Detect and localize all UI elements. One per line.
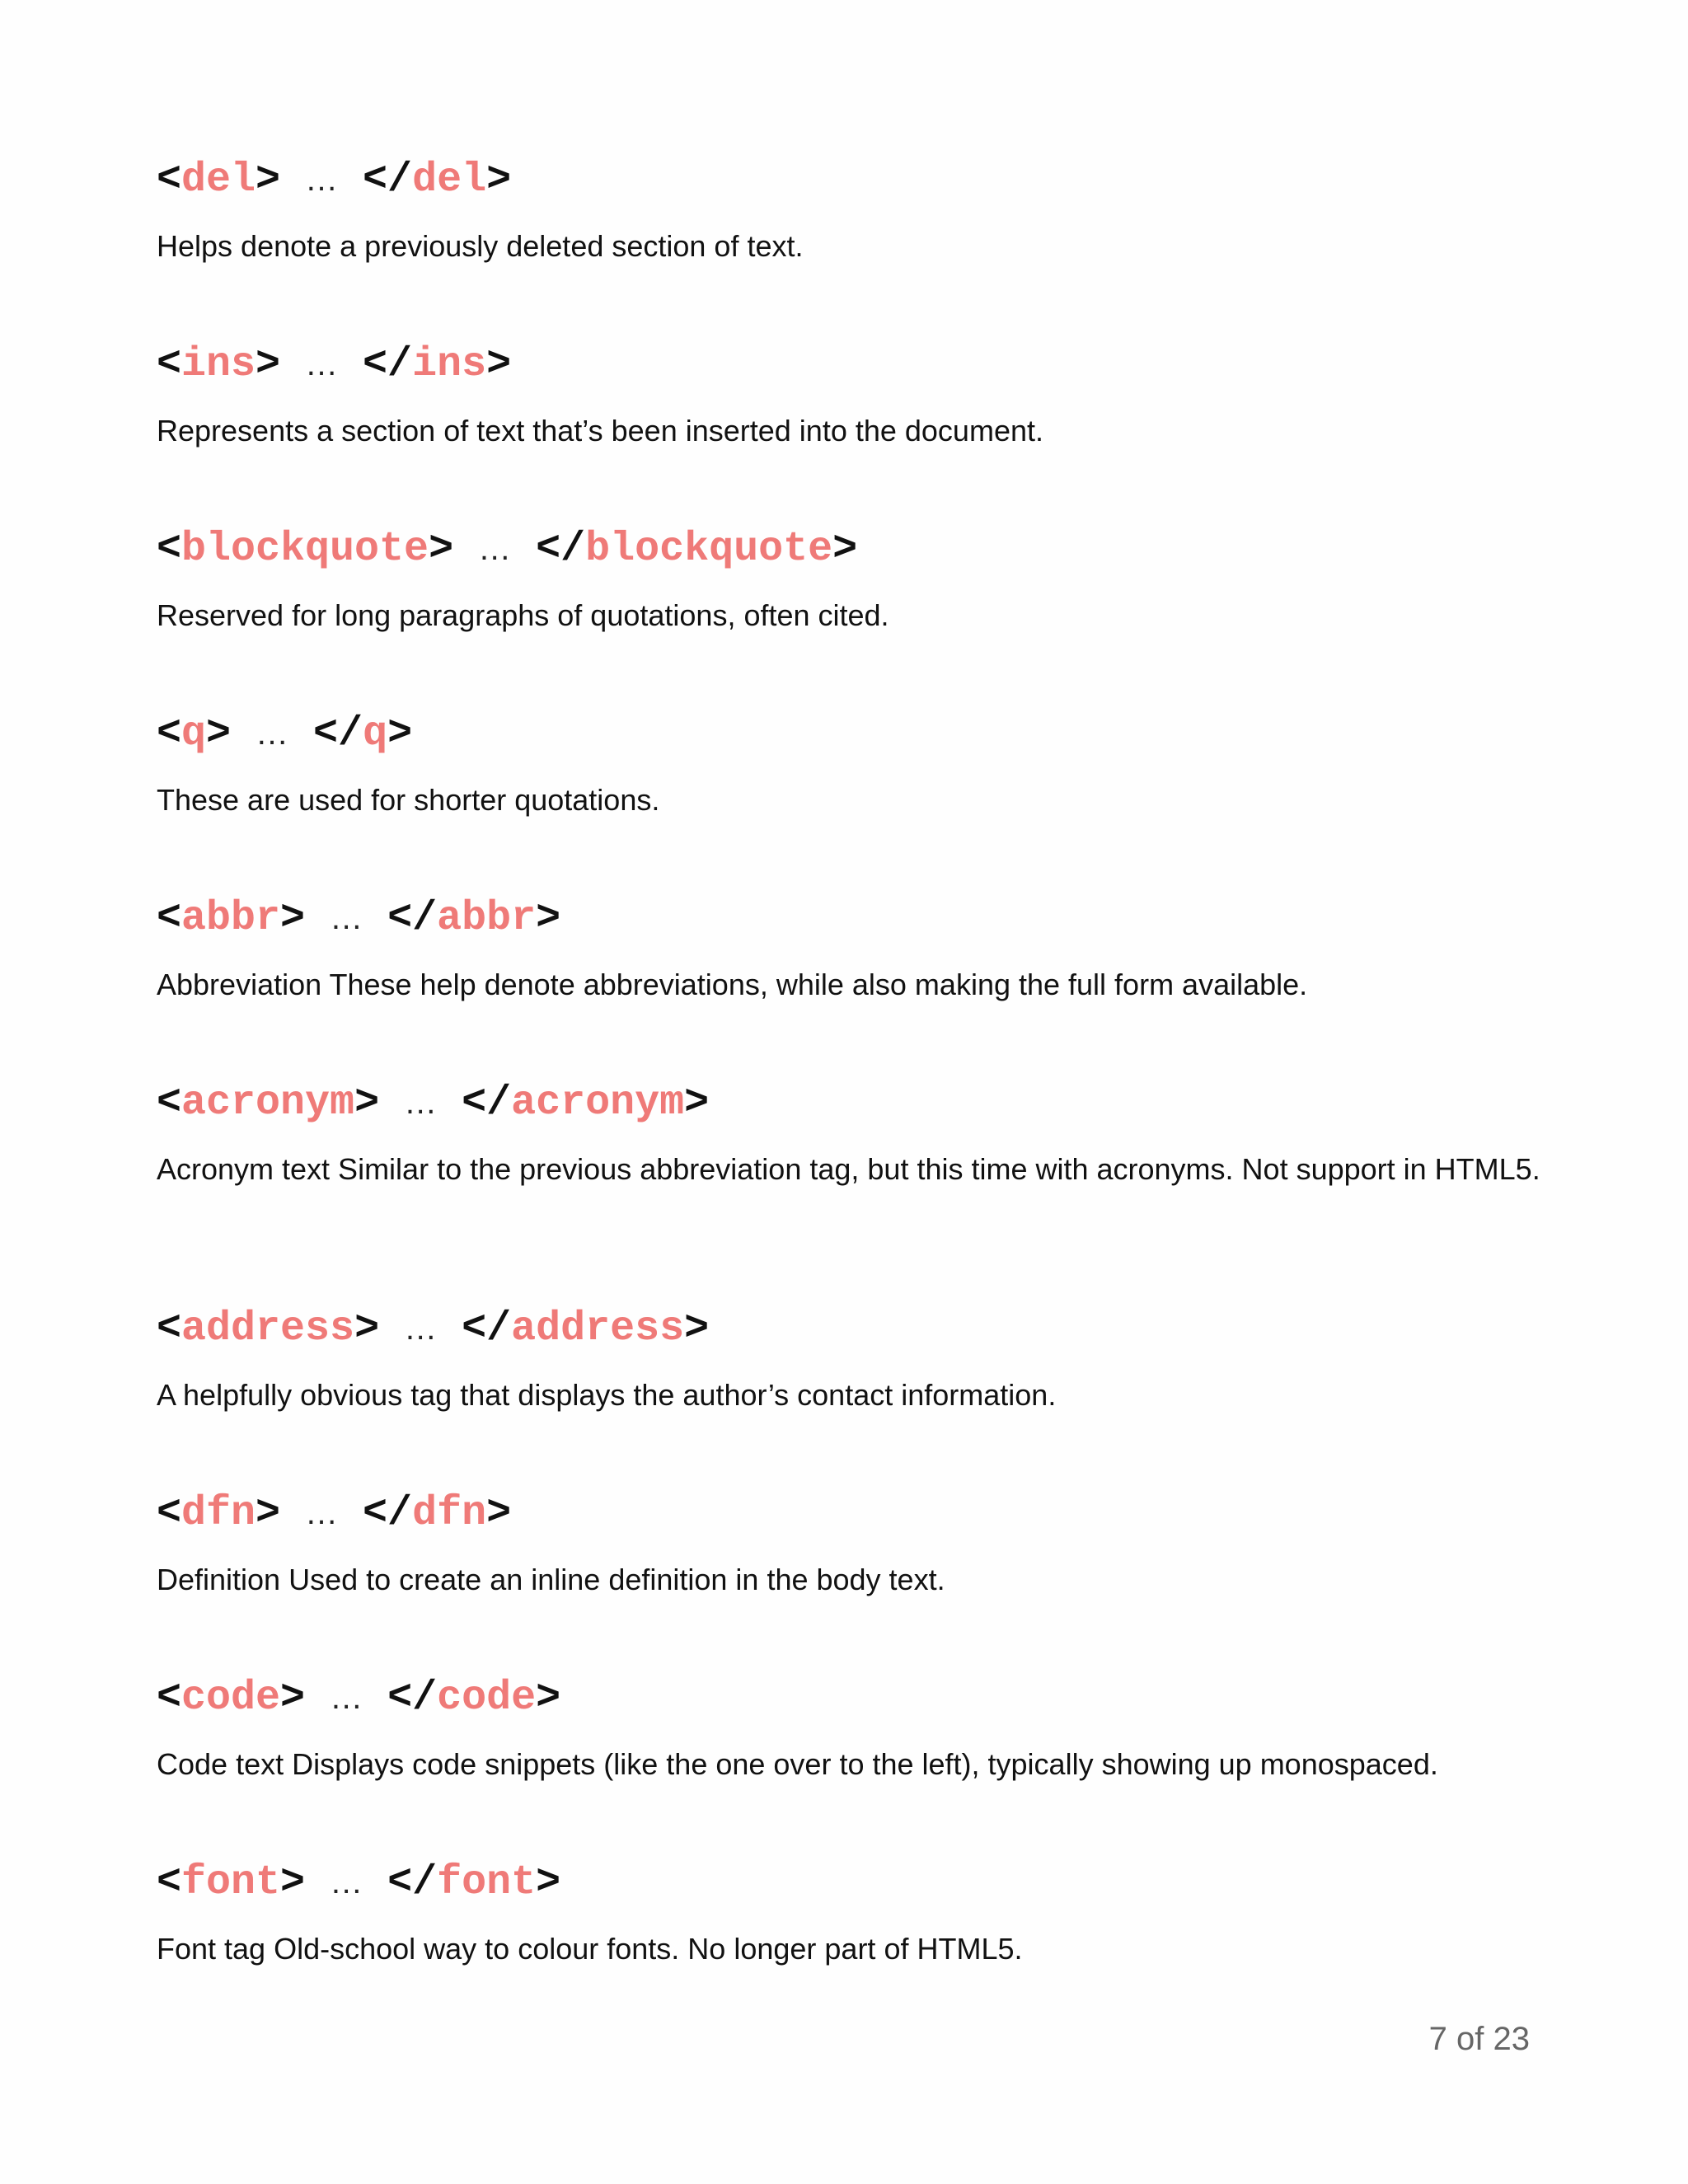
tag-name: address [511,1305,685,1352]
open-bracket: </ [387,895,438,942]
ellipsis: … [305,346,339,382]
open-bracket: < [157,157,182,204]
close-bracket: > [354,1305,380,1352]
close-bracket: > [832,526,858,573]
close-bracket: > [486,341,512,388]
tag-name: acronym [511,1080,685,1127]
close-bracket: > [280,1859,306,1906]
ellipsis: … [330,1864,363,1900]
tag-description: A helpfully obvious tag that displays the author’s contact information. [157,1378,1057,1412]
tag-name: abbr [181,895,281,942]
close-bracket: > [486,157,512,204]
tag-name: code [181,1675,281,1722]
open-bracket: </ [363,341,413,388]
tag-heading [157,1673,1541,1723]
tag-name: acronym [181,1080,355,1127]
tag-description: These are used for shorter quotations. [157,783,660,817]
tag-heading [157,155,1541,205]
ellipsis: … [330,1680,363,1716]
tag-entry-blockquote [157,524,1541,636]
tag-description: Definition Used to create an inline definition in the body text. [157,1563,945,1596]
open-bracket: < [157,1305,182,1352]
close-bracket: > [354,1080,380,1127]
close-bracket: > [486,1490,512,1537]
tag-entry-address [157,1304,1541,1416]
tag-description: Code text Displays code snippets (like the one over to the left), typically showing up monospaced. [157,1747,1438,1781]
tag-name: abbr [437,895,537,942]
tag-name: address [181,1305,355,1352]
close-bracket: > [536,1859,561,1906]
close-bracket: > [429,526,454,573]
ellipsis: … [404,1085,438,1121]
tag-name: ins [412,341,487,388]
tag-heading [157,1858,1541,1908]
tag-entry-del [157,155,1541,267]
tag-name: code [437,1675,537,1722]
open-bracket: </ [462,1305,512,1352]
tag-name: font [437,1859,537,1906]
close-bracket: > [387,710,413,757]
tag-name: dfn [412,1490,487,1537]
tag-name: dfn [181,1490,256,1537]
tag-name: ins [181,341,256,388]
open-bracket: </ [387,1675,438,1722]
tag-name: q [363,710,388,757]
open-bracket: < [157,1490,182,1537]
ellipsis: … [330,900,363,936]
open-bracket: < [157,710,182,757]
page-number: 7 of 23 [1428,2021,1530,2057]
tag-heading [157,524,1541,574]
tag-description: Acronym text Similar to the previous abbreviation tag, but this time with acronyms. Not support in HTML5. [157,1152,1540,1186]
close-bracket: > [206,710,232,757]
tag-heading [157,1488,1541,1539]
tag-entry-dfn [157,1488,1541,1601]
tag-description: Helps denote a previously deleted section of text. [157,229,804,263]
close-bracket: > [280,895,306,942]
close-bracket: > [280,1675,306,1722]
tag-entry-code [157,1673,1541,1785]
close-bracket: > [256,157,281,204]
close-bracket: > [536,895,561,942]
ellipsis: … [404,1310,438,1347]
open-bracket: </ [363,157,413,204]
open-bracket: </ [313,710,363,757]
open-bracket: < [157,341,182,388]
tag-entry-q [157,709,1541,821]
tag-description: Reserved for long paragraphs of quotations, often cited. [157,598,889,632]
open-bracket: </ [363,1490,413,1537]
open-bracket: </ [387,1859,438,1906]
tag-heading [157,1078,1541,1128]
close-bracket: > [684,1080,710,1127]
tag-name: blockquote [181,526,429,573]
open-bracket: < [157,895,182,942]
tag-description: Font tag Old-school way to colour fonts. No longer part of HTML5. [157,1932,1023,1966]
tag-name: del [412,157,487,204]
tag-heading [157,893,1541,944]
open-bracket: < [157,1675,182,1722]
close-bracket: > [256,1490,281,1537]
tag-name: font [181,1859,281,1906]
ellipsis: … [305,162,339,198]
tag-name: blockquote [585,526,833,573]
open-bracket: </ [536,526,586,573]
tag-heading [157,709,1541,759]
tag-heading [157,1304,1541,1354]
ellipsis: … [305,1495,339,1531]
tag-description: Abbreviation These help denote abbreviations, while also making the full form available. [157,968,1308,1001]
ellipsis: … [478,531,512,567]
open-bracket: < [157,1080,182,1127]
tag-name: del [181,157,256,204]
open-bracket: < [157,526,182,573]
tag-name: q [181,710,207,757]
tag-entry-acronym [157,1078,1541,1190]
close-bracket: > [536,1675,561,1722]
tag-description: Represents a section of text that’s been inserted into the document. [157,414,1043,448]
tag-entry-ins [157,340,1541,452]
open-bracket: < [157,1859,182,1906]
tag-entry-abbr [157,893,1541,1005]
tag-heading [157,340,1541,390]
close-bracket: > [256,341,281,388]
close-bracket: > [684,1305,710,1352]
ellipsis: … [256,715,289,752]
tag-entry-font [157,1858,1541,1970]
open-bracket: </ [462,1080,512,1127]
